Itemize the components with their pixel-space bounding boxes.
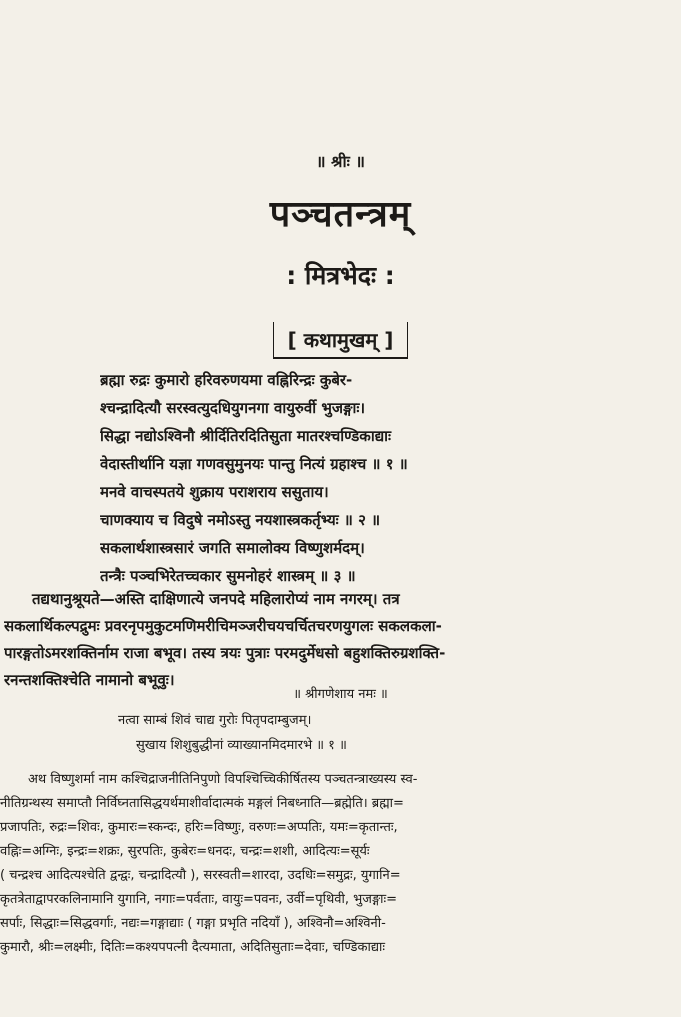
commentary-line: वह्निः=अग्निः, इन्द्रः=शक्रः, सुरपतिः, कुबेरः=धनदः, चन्द्रः=शशी, आदित्यः=सूर्यः bbox=[0, 844, 370, 859]
section-heading-wrap bbox=[0, 322, 681, 359]
verse-block bbox=[100, 366, 580, 590]
shri-invocation: ॥ श्रीः ॥ bbox=[315, 152, 365, 171]
commentary-block bbox=[0, 768, 681, 960]
verse-line: सिद्धा नद्योऽश्विनौ श्रीर्दितिरदितिसुता मातरश्चण्डिकाद्याः bbox=[100, 427, 392, 445]
commentary-line: प्रजापतिः, रुद्रः=शिवः, कुमारः=स्कन्दः, हरिः=विष्णुः, वरुणः=अप्पतिः, यमः=कृतान्तः, bbox=[0, 820, 398, 835]
commentary-verse-line: नत्वा साम्बं शिवं चाद्य गुरोः पितृपदाम्बुजम्। bbox=[118, 713, 312, 728]
commentary-line: कुमारौ, श्रीः=लक्ष्मीः, दितिः=कश्यपपत्नी दैत्यमाता, अदितिसुताः=देवाः, चण्डिकाद्याः bbox=[0, 940, 386, 955]
prose-block bbox=[4, 586, 676, 694]
commentary-line: अथ विष्णुशर्मा नाम कश्चिद्राजनीतिनिपुणो विपश्चिच्चिकीर्षितस्य पञ्चतन्त्राख्यस्य स्व- bbox=[28, 772, 418, 787]
prose-line: पारङ्गतोऽमरशक्तिर्नाम राजा बभूव। तस्य त्रयः पुत्राः परमदुर्मेधसो बहुशक्तिरुग्रशक्ति- bbox=[4, 644, 446, 662]
book-title: पञ्चतन्त्रम् bbox=[269, 194, 412, 235]
section-heading: [ कथामुखम् ] bbox=[273, 322, 409, 359]
commentary-line: सर्पाः, सिद्धाः=सिद्धवर्गाः, नद्यः=गङ्गाद्याः ( गङ्गा प्रभृति नदियाँ ), अश्विनौ=अश्विनी- bbox=[0, 916, 386, 931]
commentary-verse-line: सुखाय शिशुबुद्धीनां व्याख्यानमिदमारभे ॥ १ ॥ bbox=[136, 738, 347, 753]
commentary-line: ( चन्द्रश्च आदित्यश्चेति द्वन्द्वः, चन्द्रादित्यौ ), सरस्वती=शारदा, उदधिः=समुद्रः, युगानि= bbox=[0, 868, 401, 883]
ganesha-invocation: ॥ श्रीगणेशाय नमः ॥ bbox=[293, 687, 388, 702]
chapter-title: : मित्रभेदः : bbox=[286, 261, 395, 290]
commentary-line: कृतत्रेताद्वापरकलिनामानि युगानि, नगाः=पर्वताः, वायुः=पवनः, उर्वी=पृथिवी, भुजङ्गाः= bbox=[0, 892, 398, 907]
verse-line: मनवे वाचस्पतये शुक्राय पराशराय ससुताय। bbox=[100, 483, 329, 501]
verse-line: वेदास्तीर्थानि यज्ञा गणवसुमुनयः पान्तु नित्यं ग्रहाश्च ॥ १ ॥ bbox=[100, 455, 408, 473]
verse-line: तन्त्रैः पञ्चभिरेतच्चकार सुमनोहरं शास्त्रम् ॥ ३ ॥ bbox=[100, 567, 356, 585]
verse-line: चाणक्याय च विदुषे नमोऽस्तु नयशास्त्रकर्तृभ्यः ॥ २ ॥ bbox=[100, 511, 381, 529]
prose-line: सकलार्थिकल्पद्रुमः प्रवरनृपमुकुटमणिमरीचिमञ्जरीचयचर्चितचरणयुगलः सकलकला- bbox=[4, 617, 442, 635]
commentary-line: नीतिग्रन्थस्य समाप्तौ निर्विघ्नतासिद्धयर्थमाशीर्वादात्मकं मङ्गलं निबध्नाति—ब्रह्मेति। ब्रह्मा= bbox=[0, 796, 404, 811]
prose-line: तद्यथानुश्रूयते—अस्ति दाक्षिणात्ये जनपदे महिलारोप्यं नाम नगरम्। तत्र bbox=[32, 590, 400, 608]
verse-line: सकलार्थशास्त्रसारं जगति समालोक्य विष्णुशर्मदम्। bbox=[100, 539, 365, 557]
prose-line: रनन्तशक्तिश्चेति नामानो बभूवुः। bbox=[4, 671, 175, 689]
verse-line: ब्रह्मा रुद्रः कुमारो हरिवरुणयमा वह्निरिन्द्रः कुबेर- bbox=[100, 371, 353, 389]
verse-line: श्चन्द्रादित्यौ सरस्वत्युदधियुगनगा वायुरुर्वी भुजङ्गाः। bbox=[100, 399, 366, 417]
commentary-verse bbox=[118, 708, 578, 758]
